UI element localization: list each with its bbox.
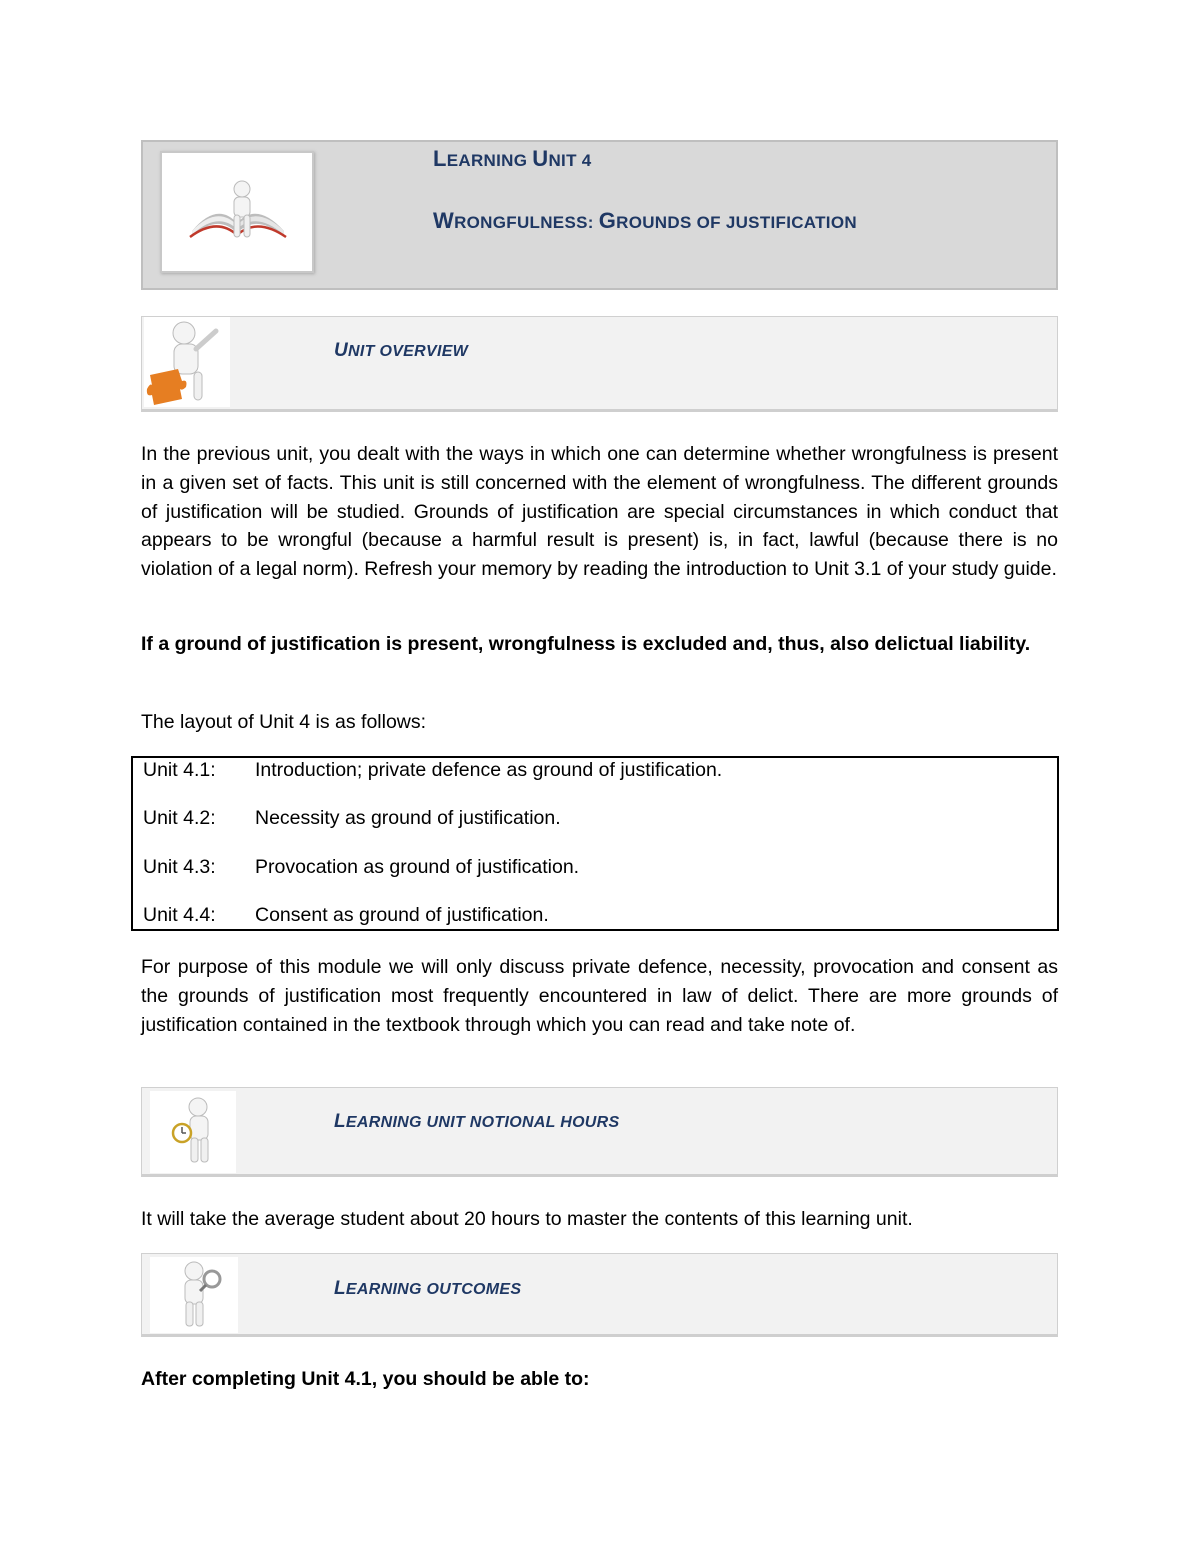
layout-intro: The layout of Unit 4 is as follows:	[141, 711, 427, 733]
person-with-puzzle-piece-icon	[144, 317, 230, 407]
person-with-clock-icon	[150, 1091, 236, 1173]
unit-overview-title: UNIT OVERVIEW	[334, 340, 469, 361]
intro-paragraph: In the previous unit, you dealt with the ways in which one can determine whether wrongfulness is present in a given set of facts. This unit is still concerned with the element of wrongfulness. The different grounds of justification will be studied. Grounds of justification are special circumstances in which conduct that appears to be wrongful (because a harmful result is present) is, in fact, lawful (because there is no violation of a legal norm). Refresh your memory by reading the introduction to Unit 3.1 of your study guide.	[141, 443, 1058, 581]
unit-code: Unit 4.2:	[143, 807, 216, 829]
table-row	[143, 856, 579, 879]
units-table	[131, 756, 1059, 931]
unit-code: Unit 4.4:	[143, 904, 216, 926]
notional-hours-title: LEARNING UNIT NOTIONAL HOURS	[334, 1111, 620, 1132]
unit-number-heading: LEARNING UNIT 4	[433, 146, 592, 171]
hours-paragraph: It will take the average student about 20 hours to master the contents of this learning unit.	[141, 1208, 913, 1230]
unit-description: Consent as ground of justification.	[255, 904, 549, 926]
table-row	[143, 904, 549, 927]
unit-overview-header	[141, 316, 1058, 412]
unit-code: Unit 4.3:	[143, 856, 216, 878]
table-row	[143, 759, 722, 782]
table-row	[143, 807, 561, 830]
unit-description: Necessity as ground of justification.	[255, 807, 561, 829]
unit-code: Unit 4.1:	[143, 759, 216, 781]
unit-title-heading: WRONGFULNESS: GROUNDS OF JUSTIFICATION	[433, 208, 857, 233]
justification-key-statement: If a ground of justification is present, wrongfulness is excluded and, thus, also delictual liability.	[141, 633, 1031, 655]
learning-outcomes-header	[141, 1253, 1058, 1337]
person-on-book-icon	[160, 151, 314, 273]
purpose-paragraph: For purpose of this module we will only discuss private defence, necessity, provocation and consent as the grounds of justification most frequently encountered in law of delict. There are more grounds of justification contained in the textbook through which you can read and take note of.	[141, 956, 1058, 1036]
unit-description: Introduction; private defence as ground of justification.	[255, 759, 723, 781]
unit-description: Provocation as ground of justification.	[255, 856, 580, 878]
learning-outcomes-title: LEARNING OUTCOMES	[334, 1278, 522, 1299]
after-completing-statement: After completing Unit 4.1, you should be able to:	[141, 1368, 590, 1390]
person-with-magnifier-icon	[150, 1257, 238, 1333]
